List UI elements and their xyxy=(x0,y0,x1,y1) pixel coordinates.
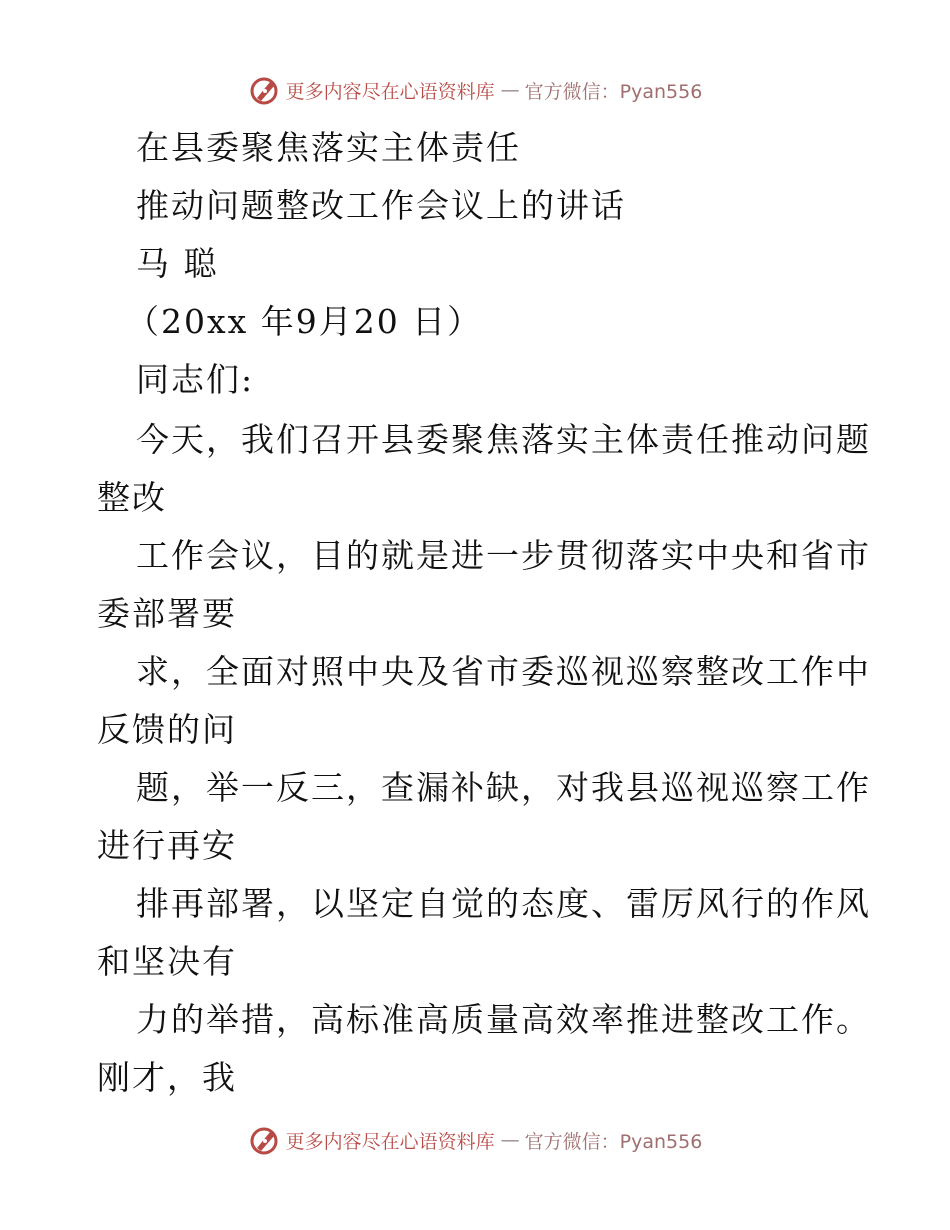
body-line: 题，举一反三，查漏补缺，对我县巡视巡察工作 xyxy=(136,768,871,807)
pen-nib-logo-icon xyxy=(248,74,280,106)
date-line: （20xx 年9月20 日） xyxy=(126,302,483,341)
footer-watermark xyxy=(0,1120,950,1160)
author: 马 聪 xyxy=(136,244,219,283)
watermark-dash: — xyxy=(500,1129,519,1151)
header-watermark xyxy=(0,70,950,110)
body-line: 反馈的问 xyxy=(97,710,237,749)
body-line: 进行再安 xyxy=(97,826,237,865)
watermark-dash: — xyxy=(500,79,519,101)
pen-nib-logo-icon xyxy=(248,1124,280,1156)
title-line-1: 在县委聚焦落实主体责任 xyxy=(136,128,521,167)
body-line: 力的举措，高标准高质量高效率推进整改工作。 xyxy=(136,1000,871,1039)
body-line: 委部署要 xyxy=(97,594,237,633)
watermark-wechat-text: 官方微信：Pyan556 xyxy=(524,1130,703,1153)
body-line: 求，全面对照中央及省市委巡视巡察整改工作中 xyxy=(136,652,871,691)
title-line-2: 推动问题整改工作会议上的讲话 xyxy=(136,186,626,225)
body-line: 和坚决有 xyxy=(97,942,237,981)
body-line: 刚才，我 xyxy=(97,1058,237,1097)
body-line: 今天，我们召开县委聚焦落实主体责任推动问题 xyxy=(136,420,871,459)
watermark-wechat-text: 官方微信：Pyan556 xyxy=(524,80,703,103)
body-line: 整改 xyxy=(97,478,167,517)
salutation: 同志们: xyxy=(136,360,255,399)
body-line: 工作会议，目的就是进一步贯彻落实中央和省市 xyxy=(136,536,871,575)
watermark-brand-text: 更多内容尽在心语资料库 xyxy=(285,80,495,103)
watermark-brand-text: 更多内容尽在心语资料库 xyxy=(285,1130,495,1153)
body-line: 排再部署，以坚定自觉的态度、雷厉风行的作风 xyxy=(136,884,871,923)
